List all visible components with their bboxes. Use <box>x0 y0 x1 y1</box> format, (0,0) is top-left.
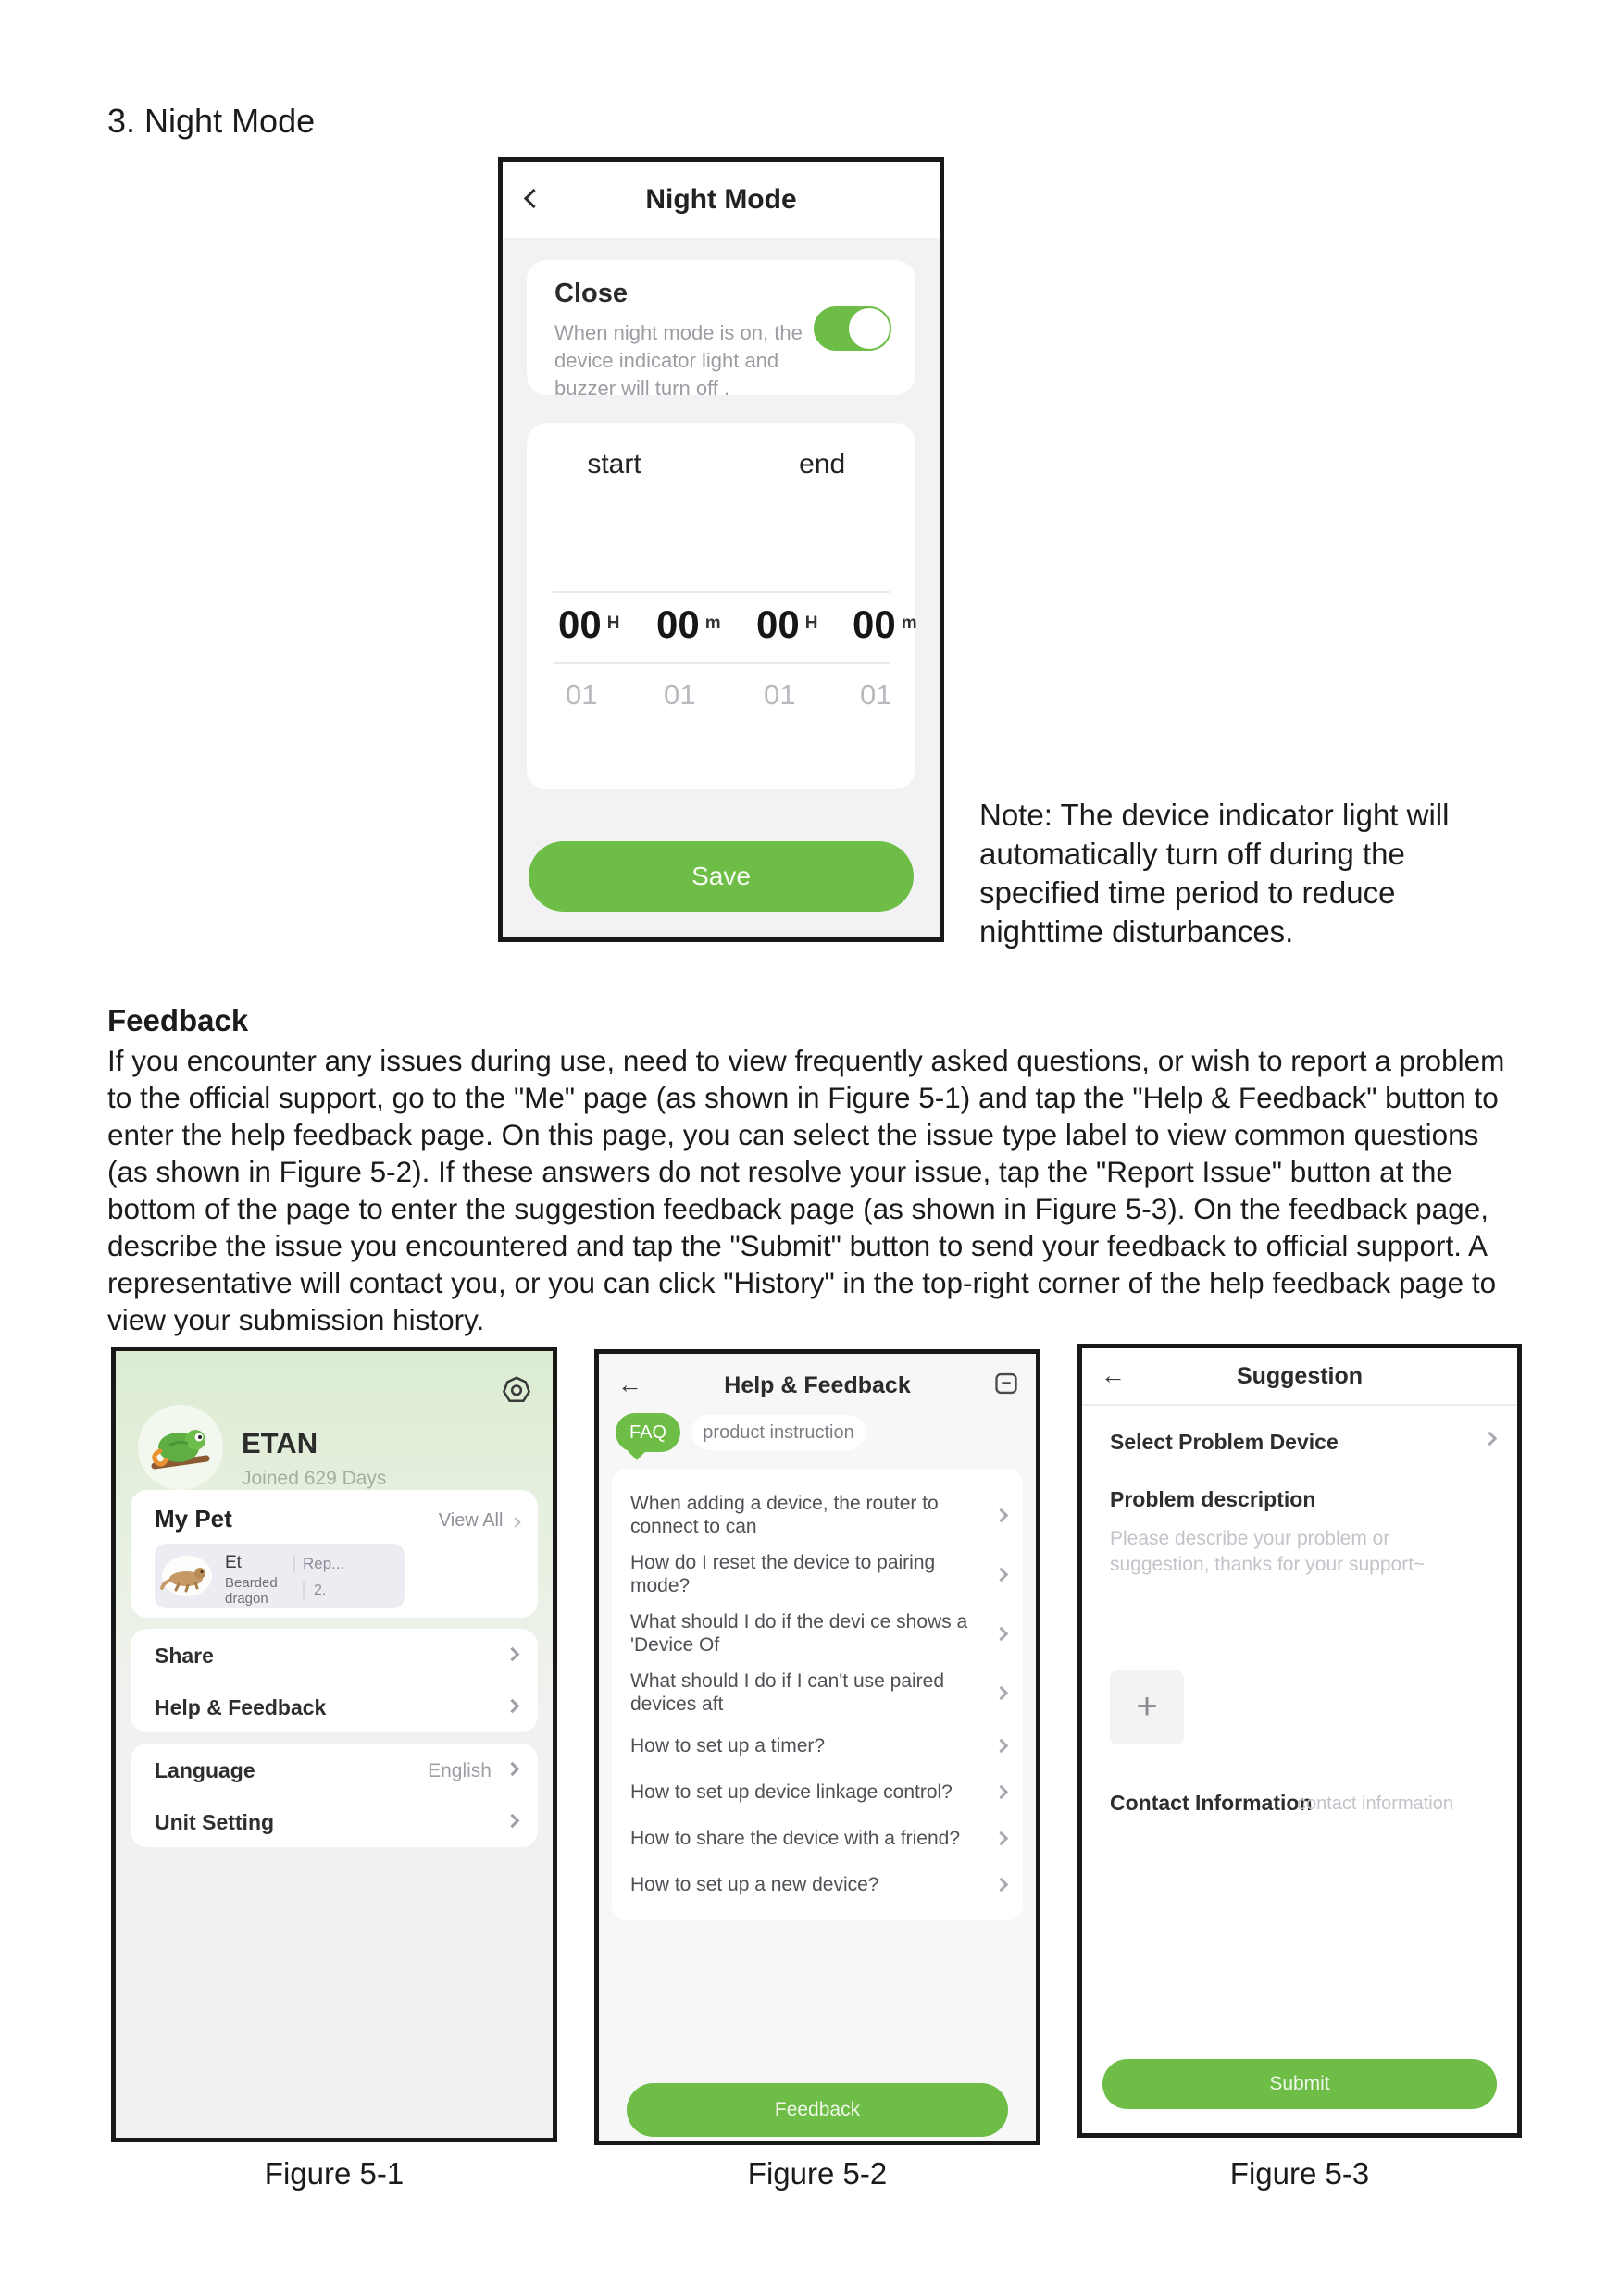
faq-item[interactable] <box>612 1769 1023 1815</box>
start-minute: 00 <box>656 602 700 646</box>
view-all-link[interactable] <box>439 1510 519 1532</box>
pet-age: 2. <box>303 1582 326 1599</box>
figure-caption-5-2: Figure 5-2 <box>747 2156 888 2191</box>
avatar[interactable] <box>138 1405 223 1490</box>
chevron-right-icon <box>994 1877 1009 1892</box>
menu-item-language[interactable] <box>131 1744 538 1795</box>
my-pet-card <box>131 1490 538 1618</box>
night-mode-toggle-card <box>527 260 915 400</box>
end-minute-value[interactable] <box>853 602 917 647</box>
problem-description-input[interactable]: Please describe your problem or suggestion, thanks for your support~ <box>1110 1528 1426 1575</box>
submit-button[interactable]: Submit <box>1102 2059 1497 2109</box>
chevron-right-icon <box>505 1762 520 1777</box>
language-label: Language <box>155 1758 255 1782</box>
contact-information-input[interactable]: contact information <box>1297 1793 1453 1814</box>
chevron-right-icon <box>505 1814 520 1829</box>
chevron-right-icon <box>994 1784 1009 1799</box>
toggle-knob <box>849 308 890 349</box>
chevron-right-icon <box>510 1517 520 1527</box>
start-hour: 00 <box>558 602 602 646</box>
night-mode-title: Night Mode <box>645 184 797 215</box>
faq-question: What should I do if the devi ce shows a 'Device Of <box>630 1611 968 1656</box>
end-hour-unit: H <box>804 614 818 633</box>
start-minute-value[interactable] <box>656 602 721 647</box>
help-feedback-label: Help & Feedback <box>155 1695 327 1719</box>
view-all-label: View All <box>438 1510 504 1531</box>
unit-setting-label: Unit Setting <box>155 1810 275 1834</box>
feedback-button[interactable]: Feedback <box>627 2083 1008 2137</box>
chevron-right-icon <box>994 1831 1009 1845</box>
back-arrow-icon[interactable]: ← <box>1101 1361 1126 1389</box>
section-title: 3. Night Mode <box>107 102 316 140</box>
pet-breed: Bearded dragon <box>225 1575 278 1607</box>
faq-list-card <box>612 1469 1023 1920</box>
end-label: end <box>799 449 846 479</box>
tab-product-instruction[interactable]: product instruction <box>691 1415 866 1450</box>
share-label: Share <box>155 1644 214 1668</box>
language-value: English <box>428 1760 492 1781</box>
end-hour: 00 <box>756 602 800 646</box>
help-feedback-screenshot <box>594 1349 1040 2145</box>
start-hour-unit: H <box>606 614 620 633</box>
faq-question: How do I reset the device to pairing mode? <box>630 1552 936 1596</box>
close-label: Close <box>554 279 628 308</box>
faq-question: How to set up a new device? <box>630 1873 879 1895</box>
joined-days: Joined 629 Days <box>242 1468 387 1489</box>
suggestion-header <box>1082 1348 1517 1406</box>
end-minute-unit: m <box>901 614 917 633</box>
faq-question: How to share the device with a friend? <box>630 1827 961 1849</box>
chevron-right-icon <box>994 1685 1009 1700</box>
save-button[interactable]: Save <box>529 841 914 912</box>
faq-item[interactable] <box>612 1604 1023 1663</box>
faq-question: When adding a device, the router to connect to can <box>630 1493 939 1537</box>
picker-next-start-minute[interactable]: 01 <box>664 678 696 711</box>
night-mode-header <box>503 162 940 238</box>
time-picker-card <box>527 423 915 789</box>
pet-item[interactable] <box>155 1544 405 1608</box>
chevron-right-icon <box>505 1699 520 1714</box>
chevron-right-icon <box>994 1738 1009 1753</box>
start-label: start <box>587 449 641 479</box>
select-problem-device[interactable]: Select Problem Device <box>1110 1430 1339 1454</box>
settings-menu-card <box>131 1744 538 1847</box>
my-pet-title: My Pet <box>155 1505 232 1533</box>
pet-name: Et <box>225 1553 242 1572</box>
faq-question: How to set up device linkage control? <box>630 1781 953 1803</box>
history-icon[interactable] <box>993 1371 1019 1396</box>
menu-item-unit-setting[interactable] <box>131 1795 538 1847</box>
faq-item[interactable] <box>612 1861 1023 1907</box>
start-hour-value[interactable] <box>558 602 619 647</box>
faq-question: What should I do if I can't use paired devices aft <box>630 1670 945 1715</box>
picker-next-end-minute[interactable]: 01 <box>860 678 892 711</box>
picker-next-end-hour[interactable]: 01 <box>764 678 796 711</box>
night-mode-toggle[interactable] <box>814 306 891 351</box>
faq-item[interactable] <box>612 1722 1023 1769</box>
menu-item-share[interactable] <box>131 1629 538 1681</box>
tab-faq[interactable]: FAQ <box>616 1413 680 1452</box>
add-image-button[interactable]: + <box>1110 1670 1184 1744</box>
share-menu-card <box>131 1629 538 1732</box>
suggestion-title: Suggestion <box>1236 1363 1364 1389</box>
feedback-heading: Feedback <box>107 1003 249 1037</box>
menu-item-help-feedback[interactable] <box>131 1681 538 1732</box>
end-hour-value[interactable] <box>756 602 817 647</box>
picker-divider-top <box>553 591 890 593</box>
pet-photo <box>160 1553 214 1599</box>
pet-tag: Rep... <box>293 1555 344 1573</box>
chevron-right-icon <box>994 1508 1009 1522</box>
settings-icon[interactable] <box>501 1375 532 1407</box>
figure-caption-5-3: Figure 5-3 <box>1229 2156 1370 2191</box>
figure-caption-5-1: Figure 5-1 <box>264 2156 405 2191</box>
picker-divider-bottom <box>553 662 890 664</box>
feedback-paragraph: If you encounter any issues during use, need to view frequently asked questions, or wish to report a problem to the official support, go to the "Me" page (as shown in Figure 5-1) and tap the "Help & Feedback" button to enter the help feedback page. On this page, you can select the issue type label to view common questions (as shown in Figure 5-2). If these answers do not resolve your issue, tap the "Report Issue" button at the bottom of the page to enter the suggestion feedback page (as shown in Figure 5-3). On the feedback page, describe the issue you encountered and tap the "Submit" button to send your feedback to official support. A representative will contact you, or you can click "History" in the top-right corner of the help feedback page to view your submission history. <box>107 1044 1505 1336</box>
faq-question: How to set up a timer? <box>630 1734 826 1756</box>
chevron-right-icon <box>1483 1432 1498 1446</box>
problem-description-label: Problem description <box>1110 1487 1316 1511</box>
start-minute-unit: m <box>704 614 721 633</box>
suggestion-screenshot <box>1077 1344 1522 2138</box>
help-feedback-title: Help & Feedback <box>724 1372 911 1398</box>
chevron-right-icon <box>994 1567 1009 1582</box>
contact-information-label: Contact Information <box>1110 1791 1313 1815</box>
close-description: When night mode is on, the device indicator light and buzzer will turn off . <box>554 321 803 400</box>
faq-item[interactable] <box>612 1815 1023 1861</box>
faq-item[interactable] <box>612 1485 1023 1545</box>
chevron-right-icon <box>505 1647 520 1662</box>
night-mode-screenshot <box>498 157 944 942</box>
username: ETAN <box>242 1427 318 1459</box>
faq-item[interactable] <box>612 1663 1023 1722</box>
back-arrow-icon[interactable]: ← <box>617 1371 642 1398</box>
me-page-screenshot <box>111 1347 557 2142</box>
chevron-right-icon <box>994 1626 1009 1641</box>
note-text: Note: The device indicator light will automatically turn off during the specified time period to reduce nighttime disturbances. <box>979 798 1450 949</box>
end-minute: 00 <box>853 602 896 646</box>
picker-next-start-hour[interactable]: 01 <box>566 678 598 711</box>
faq-item[interactable] <box>612 1545 1023 1604</box>
